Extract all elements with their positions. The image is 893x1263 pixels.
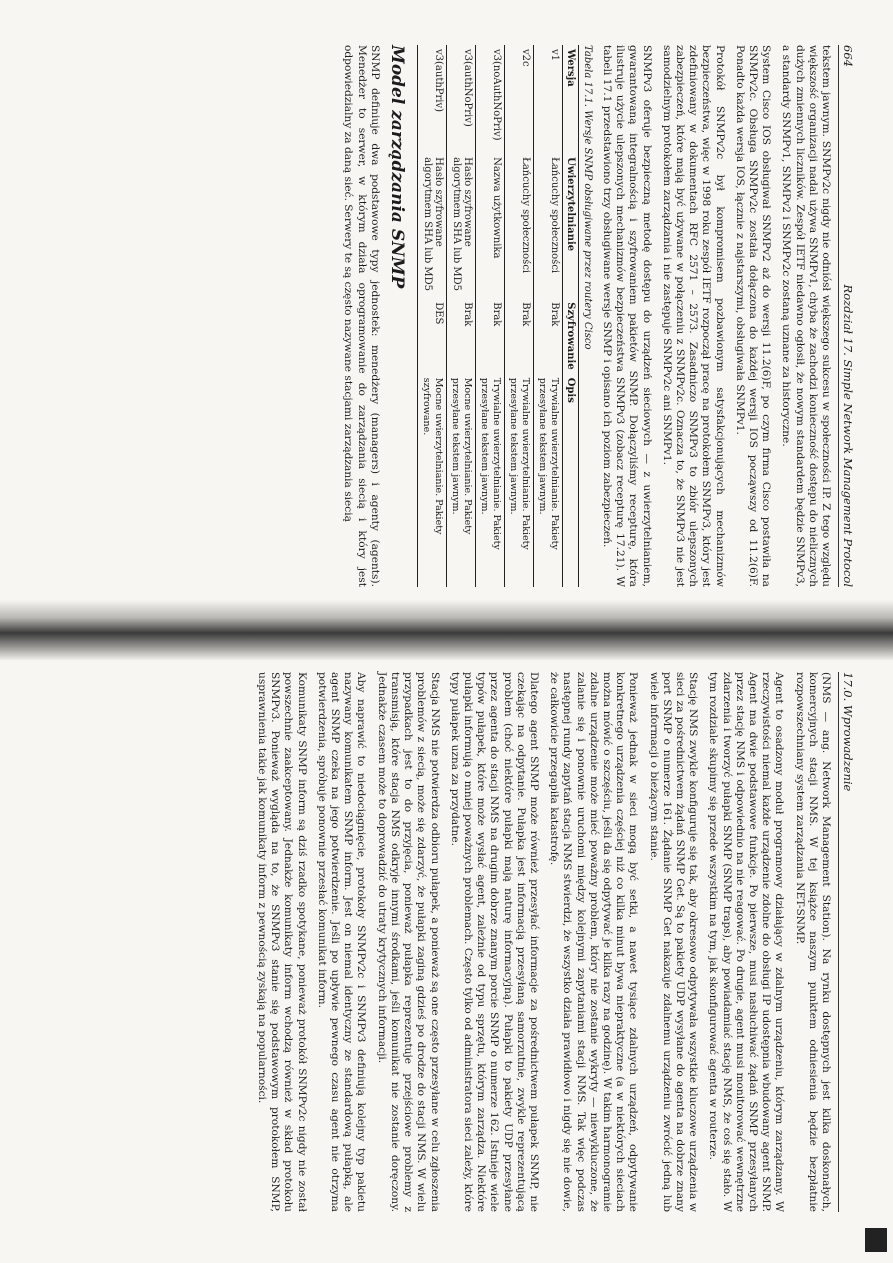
table-cell: Łańcuchy społeczności [533, 153, 562, 298]
right-page [25, 672, 855, 1212]
table-cell: Mocne uwierzytelnianie. Pakiety szyfrowane. [417, 374, 446, 587]
table-row [475, 45, 504, 587]
page-edge [0, 1228, 893, 1263]
page-number: 664 [841, 45, 855, 67]
section-heading: Model zarządzania SNMP [386, 45, 407, 289]
table-cell: Mocne uwierzytelnianie. Pakiety przesyłane tekstem jawnym. [446, 374, 475, 587]
paragraph: System Cisco IOS obsługiwał SNMPv2 aż do wersji 11.2(6)F, po czym firma Cisco postawiła na SNMPv2c. Obsługa SNMPv2c została dołączona do każdej wersji IOS począwszy od 11.2(6)F. Ponadto każda wersja IOS, łącznie z najstarszymi, obsługiwała SNMPv1. [733, 45, 773, 587]
table-header: Wersja [562, 45, 578, 153]
paragraph: (NMS — ang. Network Management Station). Na rynku dostępnych jest kilka doskonałych, komercyjnych stacji NMS. W tej książce naszym punktem odniesienia będzie bezpłatnie rozpowszechniany system zarządzania NET-SNMP. [793, 672, 832, 1212]
paragraph: SNMP definiuje dwa podstawowe typy jednostek: menedżery (managers) i agenty (agents). Menedżer to serwer, w którym działa oprogramowanie do zarządzania siecią i który jest odpowiedzialny za daną sieć. Serwery te są często nazywane stacjami zarządzania siecią [342, 45, 381, 587]
table-cell: Nazwa użytkownika [475, 153, 504, 298]
paragraph: Ponieważ jednak w sieci mogą być setki, a nawet tysiące zdalnych urządzeń, odpytywanie konkretnego urządzenia częściej niż co kilka minut bywa niepraktyczne (a w niektórych sieciach można mówić o szczęściu, jeśli da się odpytywać je kilka razy na godzinę). W takim harmonogramie zdalne urządzenie może mieć poważny problem, który nie zostanie wykryty — niewykluczone, że zalanie się i ponownie uruchomi między kolejnymi zapytaniami stacji NMS. Tak więc podczas następnej rundy zapytań stacja NMS stwierdzi, że wszystko działa prawidłowo i nigdy się nie dowie, że całkowicie przegapiła katastrofę. [548, 672, 640, 1212]
table-cell: Trywialne uwierzytelnianie. Pakiety przesyłane tekstem jawnym. [533, 374, 562, 587]
snmp-versions-table [417, 45, 579, 587]
left-page [25, 45, 855, 587]
paragraph: Agent to osadzony moduł programowy działający w zdalnym urządzeniu, którym zarządzamy. W rzeczywistości niemal każde urządzenie zdolne do obsługi IP udostępnia wbudowany agent SNMP. Agent ma dwie podstawowe funkcje. Po pierwsze, musi nasłuchiwać żądań SNMP przesyłanych przez stację NMS i odpowiednio na nie reagować. Po drugie, agent musi monitorować wewnętrzne zdarzenia i tworzyć pułapki SNMP (SNMP traps), aby powiadamiać stację NMS, że coś się stało. W tym rozdziale skupimy się przede wszystkim na tym, jak skonfigurować agenta w routerze. [707, 672, 786, 1212]
paragraph: tekstem jawnym. SNMPv2c nigdy nie odniósł większego sukcesu w społeczności IP. Z tego względu większość organizacji nadal używa SNMPv1, chyba że zachodzi konieczność dostępu do nielicznych dużych zmiennych liczników. Zespół IETF niedawno ogłosił, że nowym standardem będzie SNMPv3, a standardy SNMPv1, SNMPv2 i SNMPv2c zostaną uznane za historyczne. [780, 45, 832, 587]
table-header: Opis [562, 374, 578, 587]
section-title: 17.0. Wprowadzenie [841, 672, 855, 792]
paragraph: Dlatego agent SNMP może również przesyłać informacje za pośrednictwem pułapek SNMP, nie czekając na odpytanie. Pułapka jest informacją przesyłaną samorzutnie, zwykle reprezentującą problem (choć niektóre pułapki mają naturę informacyjną). Pułapki to pakiety UDP przesyłane przez agenta do stacji NMS na drugim dobrze znanym porcie SNMP o numerze 162. Istnieje wiele typów pułapek, które może wysłać agent, zależnie od typu sprzętu, którym zarządza. Niektóre pułapki informują o mniej poważnych problemach. Często tylko od administratora sieci zależy, które typy pułapek uzna za przydatne. [448, 672, 540, 1212]
table-cell: Brak [504, 298, 533, 373]
paragraph: Aby naprawić to niedociągnięcie, protokoły SNMPv2c i SNMPv3 definiują kolejny typ pakietu nazywany komunikatem SNMP inform. Jest on niemal identyczny ze standardową pułapką, ale agent SNMP czeka na jego potwierdzenie. Jeśli po upływie pewnego czasu agent nie otrzyma potwierdzenia, spróbuje ponownie przesłać komunikat inform. [315, 672, 368, 1212]
binding-gutter [0, 600, 893, 660]
paragraph: Stacja NMS nie potwierdza odbioru pułapek, a ponieważ są one często przesyłane w celu zgłoszenia problemów z siecią, może się zdarzyć, że pułapki zaginą gdzieś po drodze do stacji NMS. W wielu przypadkach jest to do przyjęcia, ponieważ pułapka reprezentuje przejściowe problemy z transmisją, które stacja NMS odkryje innymi środkami, jeśli komunikat nie zostanie doręczony. Jednakże czasem może to doprowadzić do utraty krytycznych informacji. [375, 672, 441, 1212]
table-header: Szyfrowanie [562, 298, 578, 373]
table-cell: Hasło szyfrowane algorytmem SHA lub MD5 [417, 153, 446, 298]
table-cell: DES [417, 298, 446, 373]
table-row [533, 45, 562, 587]
table-cell: Brak [446, 298, 475, 373]
table-cell: Trywialne uwierzytelnianie. Pakiety przesyłane tekstem jawnym. [475, 374, 504, 587]
left-running-head [838, 45, 855, 587]
table-cell: v3(authPriv) [417, 45, 446, 153]
table-caption: Tabela 17.1. Wersje SNMP obsługiwane przez routery Cisco [581, 45, 593, 350]
table-cell: Hasło szyfrowane algorytmem SHA lub MD5 [446, 153, 475, 298]
thumb-tab-mark [865, 1228, 887, 1252]
table-cell: v3(noAuthNoPriv) [475, 45, 504, 153]
table-row [417, 45, 446, 587]
table-cell: Łańcuchy społeczności [504, 153, 533, 298]
table-cell: Brak [475, 298, 504, 373]
table-cell: Trywialne uwierzytelnianie. Pakiety przesyłane tekstem jawnym. [504, 374, 533, 587]
paragraph: Stację NMS zwykle konfiguruje się tak, aby okresowo odpytywała wszystkie kluczowe urządzenia w sieci za pośrednictwem żądań SNMP Get. Są to pakiety UDP wysyłane do agenta na dobrze znany port SNMP o numerze 161. Żądanie SNMP Get nakazuje zdalnemu urządzeniu zwrócić jedną lub wiele informacji o bieżącym stanie. [647, 672, 700, 1212]
table-cell: v3(authNoPriv) [446, 45, 475, 153]
table-row [446, 45, 475, 587]
table-cell: Brak [533, 298, 562, 373]
table-row [504, 45, 533, 587]
chapter-title: Rozdział 17. Simple Network Management Protocol [841, 284, 855, 587]
right-running-head [838, 672, 855, 1212]
table-header-row [562, 45, 578, 587]
table-cell: v2c [504, 45, 533, 153]
paragraph: Protokół SNMPv2c był kompromisem pozbawionym satysfakcjonujących mechanizmów bezpieczeństwa, więc w 1998 roku zespół IETF rozpoczął pracę na protokołem SNMPv3, który jest zdefiniowany w dokumentach RFC 2571 – 2573. Zasadniczo SNMPv3 to zbiór ulepszonych zabezpieczeń, które mają być używane w połączeniu z SNMPv2c. Oznacza to, że SNMPv3 nie jest samodzielnym protokołem zarządzania i nie zastępuje SNMPv2c ani SNMPv1. [660, 45, 726, 587]
table-cell: v1 [533, 45, 562, 153]
table-header: Uwierzytelnianie [562, 153, 578, 298]
paragraph: Komunikaty SNMP inform są dziś rzadko spotykane, ponieważ protokół SNMPv2c nigdy nie został powszechnie zaakceptowany. Jednakże komunikaty inform wchodzą również w skład protokołu SNMPv3. Ponieważ wygląda na to, że SNMPv3 stanie się podstawowym protokołem SNMP, usprawnienia takie jak komunikaty inform z pewnością zyskają na popularności. [256, 672, 308, 1212]
paragraph: SNMPv3 oferuje bezpieczną metodę dostępu do urządzeń sieciowych — z uwierzytelnianiem, gwarantowaną integralnością i szyfrowaniem pakietów SNMP. Dołączyliśmy recepturę, która ilustruje użycie ulepszonych mechanizmów bezpieczeństwa SNMPv3 (zobacz recepturę 17.21). W tabeli 17.1 przedstawiono trzy obsługiwane wersje SNMP i opisano ich poziom zabezpieczeń. [600, 45, 653, 587]
